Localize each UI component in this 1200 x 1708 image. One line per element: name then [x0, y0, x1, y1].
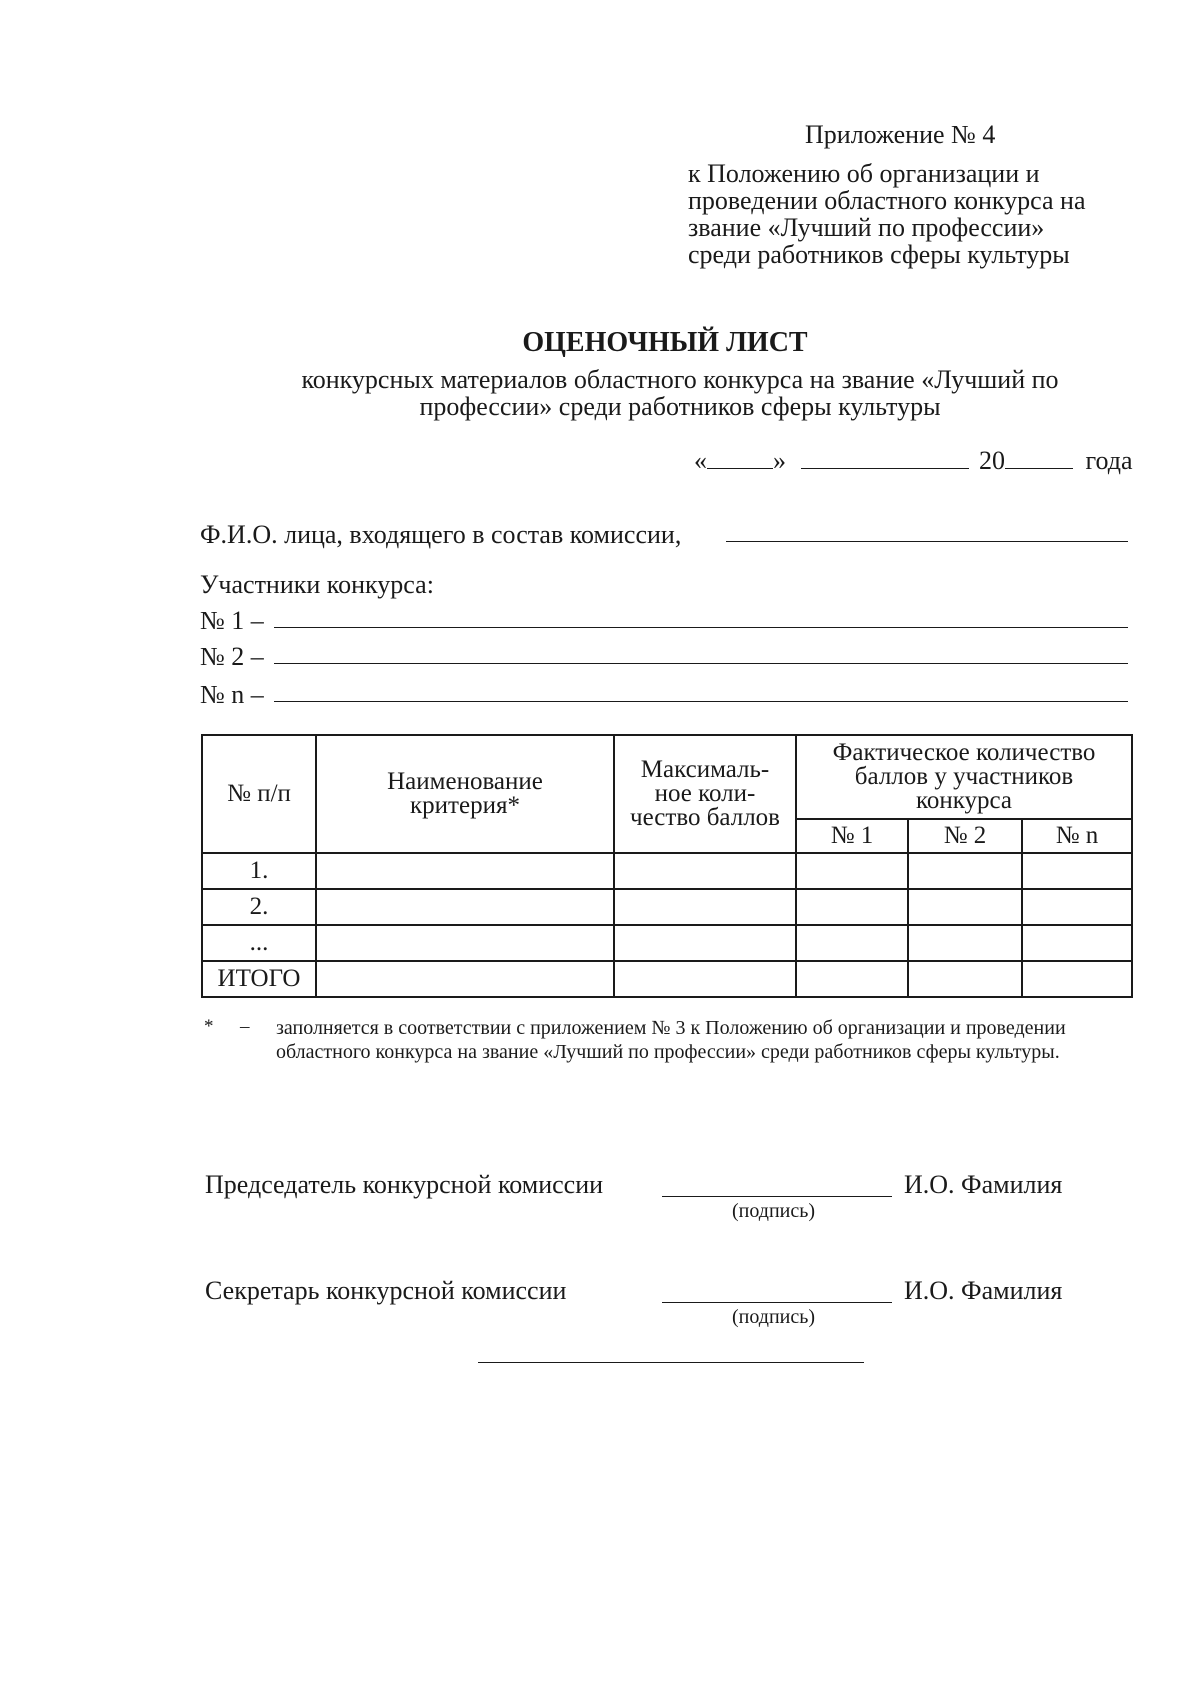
- year-suffix: года: [1085, 446, 1133, 475]
- row-number: 1.: [202, 853, 316, 889]
- criterion-cell[interactable]: [316, 853, 614, 889]
- appendix-reference-line: к Положению об организации и: [688, 159, 1040, 188]
- criterion-cell[interactable]: [316, 961, 614, 997]
- date-line: [694, 446, 1133, 476]
- day-blank[interactable]: [707, 446, 773, 469]
- chairman-name: И.О. Фамилия: [904, 1170, 1063, 1199]
- criterion-cell[interactable]: [316, 889, 614, 925]
- score-cell[interactable]: [1022, 925, 1132, 961]
- appendix-title: Приложение № 4: [805, 120, 996, 149]
- row-number: 2.: [202, 889, 316, 925]
- max-score-cell[interactable]: [614, 853, 796, 889]
- header-participant-1: № 1: [796, 819, 908, 853]
- table-row: [202, 889, 1132, 925]
- max-score-cell[interactable]: [614, 925, 796, 961]
- footnote-marker: *: [204, 1016, 214, 1037]
- document-title: ОЦЕНОЧНЫЙ ЛИСТ: [522, 327, 808, 358]
- table-row: [202, 853, 1132, 889]
- appendix-reference-line: проведении областного конкурса на: [688, 186, 1086, 215]
- commission-member-field[interactable]: [726, 541, 1128, 542]
- score-cell[interactable]: [796, 853, 908, 889]
- document-subtitle: [230, 366, 1130, 420]
- participants-label: Участники конкурса:: [200, 570, 434, 599]
- header-max-score: Максималь-ное коли-чество баллов: [614, 735, 796, 853]
- document-subtitle-line: профессии» среди работников сферы культуры: [419, 392, 941, 421]
- score-cell[interactable]: [908, 889, 1022, 925]
- participant-label: № n –: [200, 680, 264, 709]
- score-cell[interactable]: [1022, 961, 1132, 997]
- closing-divider: [478, 1362, 864, 1363]
- max-score-cell[interactable]: [614, 889, 796, 925]
- month-blank[interactable]: [801, 446, 969, 469]
- chairman-role: Председатель конкурсной комиссии: [205, 1170, 604, 1199]
- footnote-text: заполняется в соответствии с приложением № 3 к Положению об организации и проведении областного конкурса на звание «Лучший по профессии» среди работников сферы культуры.: [276, 1017, 1066, 1063]
- footnote-dash: –: [240, 1016, 250, 1037]
- score-table: [201, 734, 1133, 998]
- score-cell[interactable]: [1022, 853, 1132, 889]
- score-cell[interactable]: [908, 853, 1022, 889]
- table-row: [202, 925, 1132, 961]
- participant-field[interactable]: [274, 663, 1128, 664]
- secretary-signature-hint: (подпись): [732, 1306, 816, 1328]
- criterion-cell[interactable]: [316, 925, 614, 961]
- participant-field[interactable]: [274, 627, 1128, 628]
- secretary-role: Секретарь конкурсной комиссии: [205, 1276, 567, 1305]
- score-cell[interactable]: [796, 961, 908, 997]
- chairman-signature-hint: (подпись): [732, 1200, 816, 1222]
- commission-member-label: Ф.И.О. лица, входящего в состав комиссии,: [200, 520, 682, 549]
- document-subtitle-line: конкурсных материалов областного конкурса на звание «Лучший по: [301, 365, 1059, 394]
- participant-label: № 2 –: [200, 642, 264, 671]
- year-blank[interactable]: [1005, 446, 1073, 469]
- appendix-reference-line: среди работников сферы культуры: [688, 240, 1070, 269]
- total-label: ИТОГО: [202, 961, 316, 997]
- score-cell[interactable]: [908, 925, 1022, 961]
- header-criterion: Наименование критерия*: [316, 735, 614, 853]
- header-actual-score: Фактическое количество баллов у участников конкурса: [796, 735, 1132, 819]
- appendix-reference-line: звание «Лучший по профессии»: [688, 213, 1045, 242]
- score-cell[interactable]: [796, 925, 908, 961]
- max-score-cell[interactable]: [614, 961, 796, 997]
- participant-label: № 1 –: [200, 606, 264, 635]
- year-prefix: 20: [979, 446, 1005, 475]
- total-row: [202, 961, 1132, 997]
- date-open-quote: «: [694, 446, 707, 475]
- secretary-signature-field[interactable]: [662, 1302, 892, 1303]
- appendix-reference: [688, 160, 1086, 268]
- participant-field[interactable]: [274, 701, 1128, 702]
- secretary-name: И.О. Фамилия: [904, 1276, 1063, 1305]
- header-number: № п/п: [202, 735, 316, 853]
- score-cell[interactable]: [908, 961, 1022, 997]
- chairman-signature-field[interactable]: [662, 1196, 892, 1197]
- score-cell[interactable]: [796, 889, 908, 925]
- row-number: ...: [202, 925, 316, 961]
- header-participant-n: № n: [1022, 819, 1132, 853]
- score-cell[interactable]: [1022, 889, 1132, 925]
- header-participant-2: № 2: [908, 819, 1022, 853]
- date-close-quote: »: [773, 446, 786, 475]
